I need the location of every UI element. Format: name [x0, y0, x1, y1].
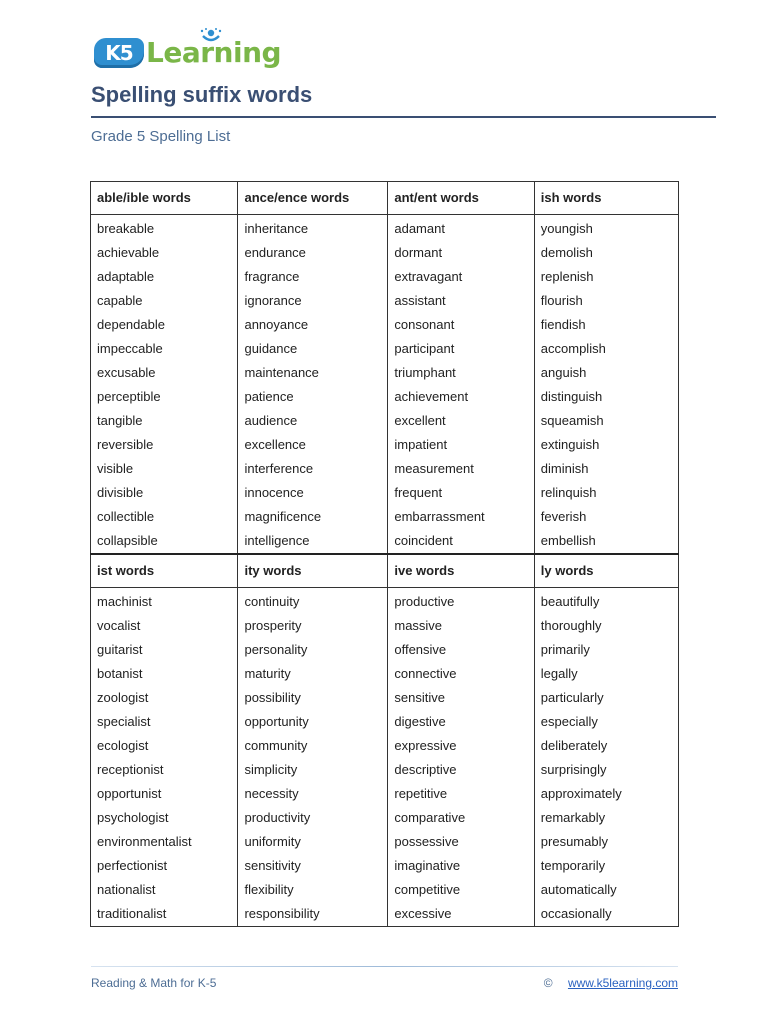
word-cell: feverish [534, 505, 678, 529]
word-cell: extravagant [388, 265, 534, 289]
table-row [91, 662, 679, 686]
column-header: ish words [534, 182, 678, 215]
table-row [91, 854, 679, 878]
word-cell: connective [388, 662, 534, 686]
word-cell: thoroughly [534, 614, 678, 638]
word-cell: demolish [534, 241, 678, 265]
table-row [91, 588, 679, 615]
word-cell: presumably [534, 830, 678, 854]
word-cell: expressive [388, 734, 534, 758]
word-cell: maintenance [238, 361, 388, 385]
word-cell: environmentalist [91, 830, 238, 854]
table-row [91, 902, 679, 927]
word-cell: adaptable [91, 265, 238, 289]
word-cell: simplicity [238, 758, 388, 782]
page-subtitle: Grade 5 Spelling List [91, 128, 231, 145]
table-row [91, 638, 679, 662]
word-cell: collapsible [91, 529, 238, 554]
word-cell: ignorance [238, 289, 388, 313]
word-cell: personality [238, 638, 388, 662]
word-cell: achievement [388, 385, 534, 409]
word-cell: legally [534, 662, 678, 686]
word-cell: possessive [388, 830, 534, 854]
word-cell: temporarily [534, 854, 678, 878]
word-cell: excellence [238, 433, 388, 457]
website-link[interactable]: www.k5learning.com [567, 976, 678, 990]
table-row [91, 686, 679, 710]
word-cell: vocalist [91, 614, 238, 638]
word-cell: endurance [238, 241, 388, 265]
word-cell: annoyance [238, 313, 388, 337]
word-cell: measurement [388, 457, 534, 481]
table-row [91, 457, 679, 481]
table-row [91, 505, 679, 529]
table-header-row [91, 182, 679, 215]
table-row [91, 361, 679, 385]
word-cell: capable [91, 289, 238, 313]
table-row [91, 289, 679, 313]
word-cell: psychologist [91, 806, 238, 830]
word-cell: impatient [388, 433, 534, 457]
table-row [91, 782, 679, 806]
reading-figure-icon [199, 28, 223, 48]
word-cell: dependable [91, 313, 238, 337]
word-cell: opportunist [91, 782, 238, 806]
word-cell: prosperity [238, 614, 388, 638]
table-row [91, 734, 679, 758]
table-row [91, 758, 679, 782]
word-cell: botanist [91, 662, 238, 686]
word-cell: divisible [91, 481, 238, 505]
table-row [91, 830, 679, 854]
word-cell: fragrance [238, 265, 388, 289]
word-cell: guidance [238, 337, 388, 361]
word-cell: assistant [388, 289, 534, 313]
title-divider [91, 116, 716, 118]
copyright-symbol: © [543, 976, 553, 990]
word-cell: community [238, 734, 388, 758]
word-cell: perceptible [91, 385, 238, 409]
word-cell: consonant [388, 313, 534, 337]
footer-copyright [544, 976, 678, 990]
word-cell: intelligence [238, 529, 388, 554]
word-cell: patience [238, 385, 388, 409]
spelling-word-table [90, 181, 679, 927]
word-cell: collectible [91, 505, 238, 529]
word-cell: traditionalist [91, 902, 238, 927]
word-cell: repetitive [388, 782, 534, 806]
footer-divider [91, 966, 678, 967]
word-cell: particularly [534, 686, 678, 710]
word-cell: nationalist [91, 878, 238, 902]
word-cell: interference [238, 457, 388, 481]
word-cell: especially [534, 710, 678, 734]
word-cell: replenish [534, 265, 678, 289]
word-cell: flourish [534, 289, 678, 313]
word-cell: perfectionist [91, 854, 238, 878]
word-cell: massive [388, 614, 534, 638]
word-cell: innocence [238, 481, 388, 505]
column-header: ance/ence words [238, 182, 388, 215]
word-cell: surprisingly [534, 758, 678, 782]
table-row [91, 385, 679, 409]
table-row [91, 614, 679, 638]
word-cell: embellish [534, 529, 678, 554]
word-cell: occasionally [534, 902, 678, 927]
word-cell: youngish [534, 215, 678, 242]
word-cell: magnificence [238, 505, 388, 529]
word-cell: guitarist [91, 638, 238, 662]
word-cell: responsibility [238, 902, 388, 927]
page-title: Spelling suffix words [91, 82, 313, 107]
word-cell: ecologist [91, 734, 238, 758]
word-cell: automatically [534, 878, 678, 902]
word-cell: audience [238, 409, 388, 433]
word-cell: receptionist [91, 758, 238, 782]
word-cell: productive [388, 588, 534, 615]
word-cell: embarrassment [388, 505, 534, 529]
word-cell: descriptive [388, 758, 534, 782]
word-cell: comparative [388, 806, 534, 830]
word-cell: approximately [534, 782, 678, 806]
word-cell: fiendish [534, 313, 678, 337]
word-cell: opportunity [238, 710, 388, 734]
footer-tagline: Reading & Math for K-5 [91, 976, 217, 990]
word-cell: excusable [91, 361, 238, 385]
word-cell: sensitivity [238, 854, 388, 878]
table-row [91, 710, 679, 734]
word-cell: competitive [388, 878, 534, 902]
word-cell: achievable [91, 241, 238, 265]
table-row [91, 265, 679, 289]
word-cell: adamant [388, 215, 534, 242]
word-cell: dormant [388, 241, 534, 265]
word-cell: imaginative [388, 854, 534, 878]
word-cell: beautifully [534, 588, 678, 615]
table-row [91, 241, 679, 265]
word-cell: participant [388, 337, 534, 361]
word-cell: deliberately [534, 734, 678, 758]
table-row [91, 215, 679, 242]
k5-learning-logo [94, 30, 282, 72]
word-cell: necessity [238, 782, 388, 806]
table-header-row [91, 554, 679, 588]
word-cell: offensive [388, 638, 534, 662]
word-cell: inheritance [238, 215, 388, 242]
table-row [91, 433, 679, 457]
table-row [91, 313, 679, 337]
word-cell: productivity [238, 806, 388, 830]
word-cell: machinist [91, 588, 238, 615]
column-header: able/ible words [91, 182, 238, 215]
word-cell: coincident [388, 529, 534, 554]
word-cell: frequent [388, 481, 534, 505]
table-row [91, 878, 679, 902]
word-cell: tangible [91, 409, 238, 433]
word-cell: excessive [388, 902, 534, 927]
word-cell: possibility [238, 686, 388, 710]
column-header: ity words [238, 554, 388, 588]
word-cell: accomplish [534, 337, 678, 361]
table-row [91, 481, 679, 505]
word-cell: maturity [238, 662, 388, 686]
table-row [91, 806, 679, 830]
word-cell: impeccable [91, 337, 238, 361]
word-cell: diminish [534, 457, 678, 481]
word-cell: relinquish [534, 481, 678, 505]
word-cell: primarily [534, 638, 678, 662]
word-cell: specialist [91, 710, 238, 734]
word-cell: flexibility [238, 878, 388, 902]
word-cell: uniformity [238, 830, 388, 854]
k5-badge: K5 [94, 38, 144, 68]
word-cell: reversible [91, 433, 238, 457]
word-cell: squeamish [534, 409, 678, 433]
table-row [91, 529, 679, 554]
table-row [91, 337, 679, 361]
column-header: ant/ent words [388, 182, 534, 215]
logo-wordmark: Learning [146, 36, 282, 69]
word-cell: visible [91, 457, 238, 481]
word-cell: triumphant [388, 361, 534, 385]
column-header: ly words [534, 554, 678, 588]
column-header: ist words [91, 554, 238, 588]
word-cell: breakable [91, 215, 238, 242]
table-row [91, 409, 679, 433]
word-cell: anguish [534, 361, 678, 385]
column-header: ive words [388, 554, 534, 588]
word-cell: distinguish [534, 385, 678, 409]
word-cell: digestive [388, 710, 534, 734]
word-cell: continuity [238, 588, 388, 615]
word-cell: zoologist [91, 686, 238, 710]
word-cell: remarkably [534, 806, 678, 830]
word-cell: sensitive [388, 686, 534, 710]
word-cell: extinguish [534, 433, 678, 457]
word-cell: excellent [388, 409, 534, 433]
